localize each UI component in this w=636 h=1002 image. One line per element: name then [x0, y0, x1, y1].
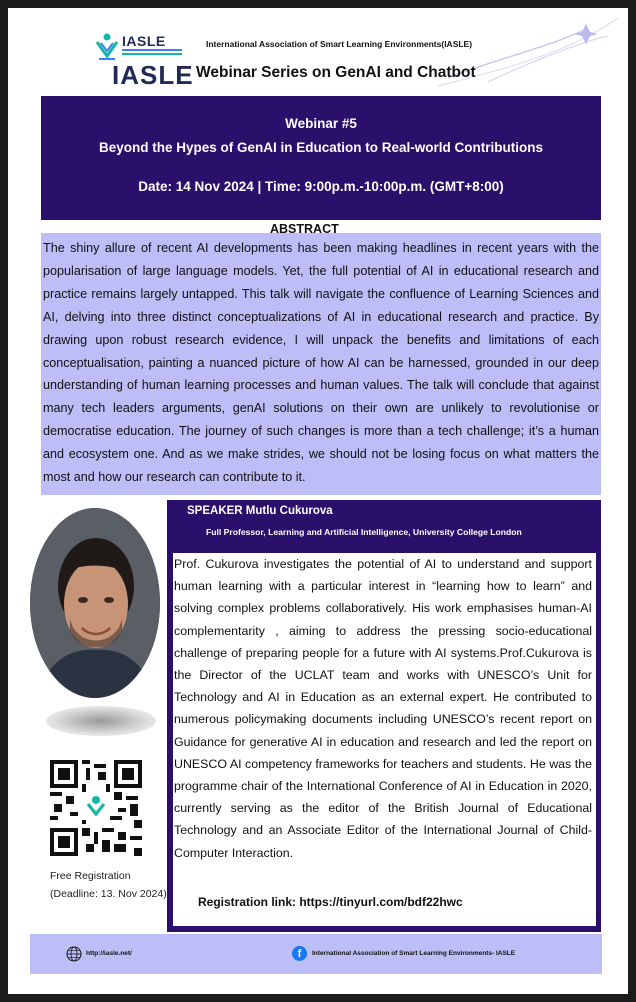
- speaker-name: SPEAKER Mutlu Cukurova: [187, 505, 333, 517]
- facebook-icon[interactable]: f: [292, 946, 307, 961]
- logo-underline: [122, 49, 182, 55]
- speaker-portrait-icon: [30, 508, 160, 698]
- qr-code-icon[interactable]: [50, 760, 142, 856]
- iasle-logo: [92, 30, 202, 96]
- facebook-page-name[interactable]: International Association of Smart Learning Environments- IASLE: [312, 950, 516, 957]
- speaker-bio: Prof. Cukurova investigates the potential of AI to understand and support human learning with a particular interest in “learning how to learn” and solving complex problems collaboratively. His work emphasises human-AI complementarity , aiming to address the pressing socio-educational challenge of preparing people for a future with AI systems.Prof.Cukurova is the Director of the UCLAT team and works with UNESCO’s Unit for Technology and AI in Education as an external expert. He contributed to numerous policymaking documents including UNESCO’s recent report on Guidance for generative AI in education and research and led the report on UNESCO AI competency frameworks for teachers and students. He was the programme chair of the International Conference of AI in Education in 2020, currently serving as the editor of the British Journal of Educational Technology and an Associate Editor of the International Journal of Child-Computer Interaction.: [174, 557, 592, 860]
- registration-deadline: (Deadline: 13. Nov 2024): [50, 888, 167, 900]
- globe-icon: [66, 946, 82, 962]
- abstract-text: The shiny allure of recent AI developments has been making headlines in recent years with the popularisation of large language models. Yet, the full potential of AI in educational research and practice remains largely untapped. This talk will navigate the confluence of Learning Sciences and AI, delving into three distinct conceptualizations of AI in educational research and practice. By drawing upon robust research evidence, I will unpack the benefits and limitations of each conceptualisation, painting a nuanced picture of how AI can be harnessed, grounded in our deep understanding of human learning processes and human values. The talk will conclude that against many tech leaders arguments, genAI solutions on their own are unlikely to revolutionise or democratise education. The journey of such changes is more than a tech challenge; it’s a human and ecosystem one. And as we make strides, we should not be losing focus on what matters the most and how our research can contribute to it.: [43, 241, 599, 485]
- photo-shadow: [46, 706, 156, 736]
- webinar-title-block: [41, 96, 601, 220]
- org-name: International Association of Smart Learning Environments(IASLE): [206, 39, 473, 49]
- logo-big-text: IASLE: [112, 60, 194, 90]
- registration-link[interactable]: Registration link: https://tinyurl.com/bdf22hwc: [198, 895, 463, 909]
- abstract-heading: ABSTRACT: [270, 222, 339, 236]
- series-title: Webinar Series on GenAI and Chatbot: [196, 64, 476, 81]
- speaker-role: Full Professor, Learning and Artificial Intelligence, University College London: [206, 527, 522, 537]
- webinar-title: Beyond the Hypes of GenAI in Education to Real-world Contributions: [98, 140, 543, 155]
- webinar-date-time: Date: 14 Nov 2024 | Time: 9:00p.m.-10:00p.m. (GMT+8:00): [138, 179, 504, 194]
- free-registration: Free Registration: [50, 870, 131, 882]
- poster: [8, 8, 628, 994]
- logo-small-text: IASLE: [122, 33, 166, 49]
- iasle-logo-icon: [94, 32, 120, 62]
- speaker-photo: [30, 508, 160, 698]
- website-link[interactable]: http://iasle.net/: [86, 950, 132, 957]
- webinar-number: Webinar #5: [285, 116, 357, 131]
